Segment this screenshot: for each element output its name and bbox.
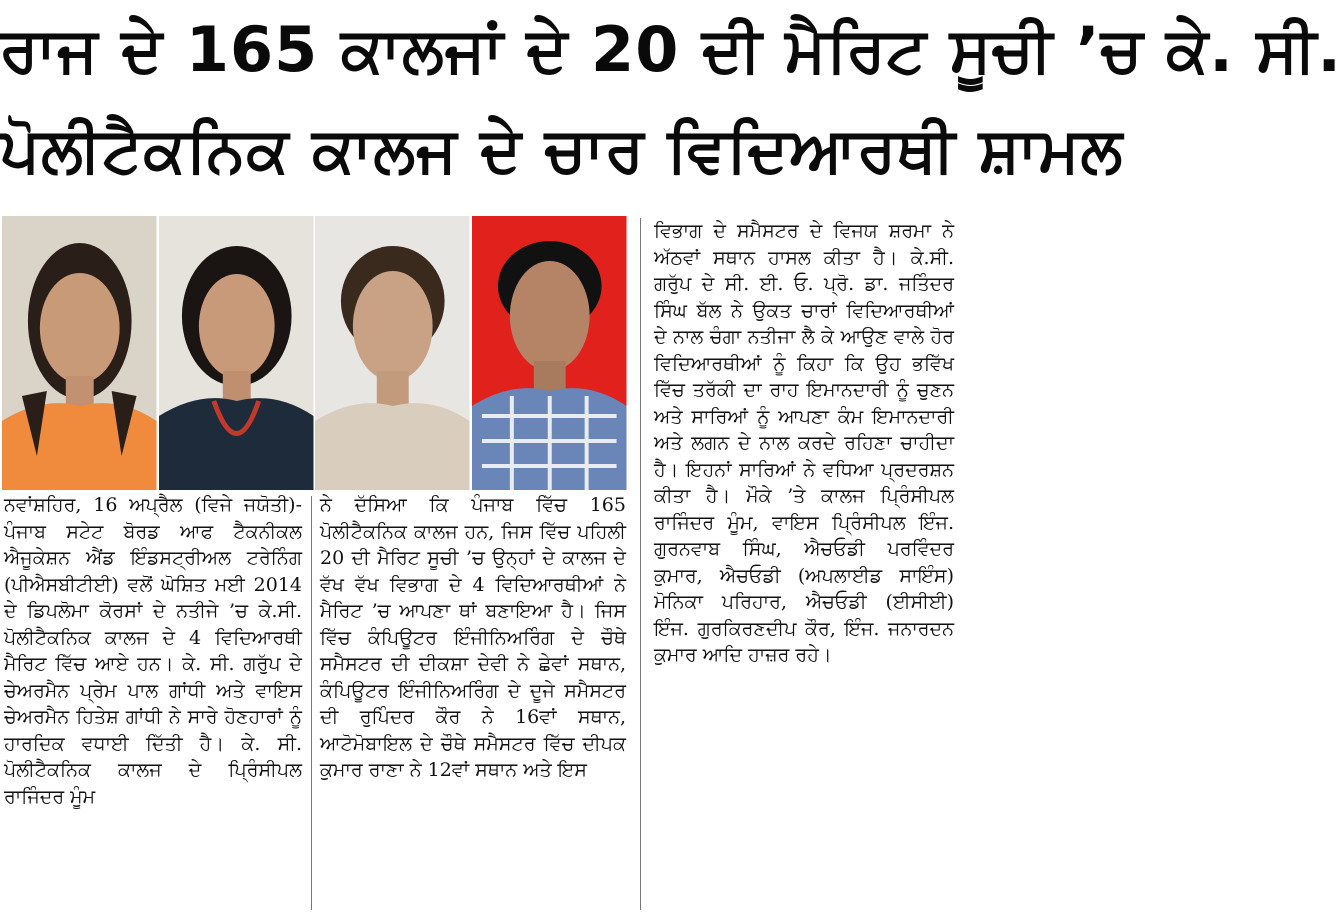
article-column-1 bbox=[4, 492, 302, 810]
article-text-column-2: ਨੇ ਦੱਸਿਆ ਕਿ ਪੰਜਾਬ ਵਿੱਚ 165 ਪੋਲੀਟੈਕਨਿਕ ਕਾਲਜ ਹਨ, ਜਿਸ ਵਿੱਚ ਪਹਿਲੀ 20 ਦੀ ਮੈਰਿਟ ਸੂਚੀ ’ਚ ਉਨ੍ਹਾਂ ਦੇ ਕਾਲਜ ਦੇ ਵੱਖ ਵੱਖ ਵਿਭਾਗ ਦੇ 4 ਵਿਦਿਆਰਥੀਆਂ ਨੇ ਮੈਰਿਟ ’ਚ ਆਪਣਾ ਥਾਂ ਬਣਾਇਆ ਹੈ। ਜਿਸ ਵਿੱਚ ਕੰਪਿਊਟਰ ਇੰਜੀਨਿਅਰਿੰਗ ਦੇ ਚੌਥੇ ਸਮੈਸਟਰ ਦੀ ਦੀਕਸ਼ਾ ਦੇਵੀ ਨੇ ਛੇਵਾਂ ਸਥਾਨ, ਕੰਪਿਊਟਰ ਇੰਜੀਨਿਅਰਿੰਗ ਦੇ ਦੂਜੇ ਸਮੈਸਟਰ ਦੀ ਰੁਪਿੰਦਰ ਕੌਰ ਨੇ 16ਵਾਂ ਸਥਾਨ, ਆਟੋਮੋਬਾਇਲ ਦੇ ਚੌਥੇ ਸਮੈਸਟਰ ਵਿੱਚ ਦੀਪਕ ਕੁਮਾਰ ਰਾਣਾ ਨੇ 12ਵਾਂ ਸਥਾਨ ਅਤੇ ਇਸ bbox=[320, 494, 626, 781]
student-photo-2-image bbox=[159, 216, 314, 490]
student-photo-4 bbox=[472, 216, 627, 490]
column-divider-2 bbox=[640, 218, 641, 910]
article-text-column-1: ਨਵਾਂਸ਼ਹਿਰ, 16 ਅਪ੍ਰੈਲ (ਵਿਜੇ ਜਯੋਤੀ)-ਪੰਜਾਬ ਸਟੇਟ ਬੋਰਡ ਆਫ ਟੈਕਨੀਕਲ ਐਜੂਕੇਸ਼ਨ ਐਂਡ ਇੰਡਸਟ੍ਰੀਅਲ ਟਰੇਨਿੰਗ (ਪੀਐਸਬੀਟੀਈ) ਵਲੋਂ ਘੋਸ਼ਿਤ ਮਈ 2014 ਦੇ ਡਿਪਲੋਮਾ ਕੋਰਸਾਂ ਦੇ ਨਤੀਜੇ ’ਚ ਕੇ.ਸੀ. ਪੋਲੀਟੈਕਨਿਕ ਕਾਲਜ ਦੇ 4 ਵਿਦਿਆਰਥੀ ਮੈਰਿਟ ਵਿੱਚ ਆਏ ਹਨ। ਕੇ. ਸੀ. ਗਰੁੱਪ ਦੇ ਚੇਅਰਮੈਨ ਪ੍ਰੇਮ ਪਾਲ ਗਾਂਧੀ ਅਤੇ ਵਾਇਸ ਚੇਅਰਮੈਨ ਹਿਤੇਸ਼ ਗਾਂਧੀ ਨੇ ਸਾਰੇ ਹੋਣਹਾਰਾਂ ਨੂੰ ਹਾਰਦਿਕ ਵਧਾਈ ਦਿੱਤੀ ਹੈ। ਕੇ. ਸੀ. ਪੋਲੀਟੈਕਨਿਕ ਕਾਲਜ ਦੇ ਪ੍ਰਿੰਸੀਪਲ ਰਾਜਿੰਦਰ ਮੂੰਮ bbox=[4, 494, 302, 808]
article-column-2 bbox=[320, 492, 626, 784]
student-photo-3 bbox=[315, 216, 470, 490]
student-photo-1-image bbox=[2, 216, 157, 490]
headline bbox=[0, 0, 1342, 210]
headline-line-2: ਪੋਲੀਟੈਕਨਿਕ ਕਾਲਜ ਦੇ ਚਾਰ ਵਿਦਿਆਰਥੀ ਸ਼ਾਮਲ bbox=[0, 113, 1124, 186]
article-text-column-3: ਵਿਭਾਗ ਦੇ ਸਮੈਸਟਰ ਦੇ ਵਿਜਯ ਸ਼ਰਮਾ ਨੇ ਅੱਠਵਾਂ ਸਥਾਨ ਹਾਸਲ ਕੀਤਾ ਹੈ। ਕੇ.ਸੀ. ਗਰੁੱਪ ਦੇ ਸੀ. ਈ. ਓ. ਪ੍ਰੋ. ਡਾ. ਜਤਿੰਦਰ ਸਿੰਘ ਬੱਲ ਨੇ ਉਕਤ ਚਾਰਾਂ ਵਿਦਿਆਰਥੀਆਂ ਦੇ ਨਾਲ ਚੰਗਾ ਨਤੀਜਾ ਲੈ ਕੇ ਆਉਣ ਵਾਲੇ ਹੋਰ ਵਿਦਿਆਰਥੀਆਂ ਨੂੰ ਕਿਹਾ ਕਿ ਉਹ ਭਵਿੱਖ ਵਿੱਚ ਤਰੱਕੀ ਦਾ ਰਾਹ ਇਮਾਨਦਾਰੀ ਨੂੰ ਚੁਣਨ ਅਤੇ ਸਾਰਿਆਂ ਨੂੰ ਆਪਣਾ ਕੰਮ ਇਮਾਨਦਾਰੀ ਅਤੇ ਲਗਨ ਦੇ ਨਾਲ ਕਰਦੇ ਰਹਿਣਾ ਚਾਹੀਦਾ ਹੈ। ਇਹਨਾਂ ਸਾਰਿਆਂ ਨੇ ਵਧਿਆ ਪ੍ਰਦਰਸ਼ਨ ਕੀਤਾ ਹੈ। ਮੌਕੇ ’ਤੇ ਕਾਲਜ ਪ੍ਰਿੰਸੀਪਲ ਰਾਜਿੰਦਰ ਮੂੰਮ, ਵਾਇਸ ਪ੍ਰਿੰਸੀਪਲ ਇੰਜ. ਗੁਰਨਵਾਬ ਸਿੰਘ, ਐਚਓਡੀ ਪਰਵਿੰਦਰ ਕੁਮਾਰ, ਐਚਓਡੀ (ਅਪਲਾਈਡ ਸਾਇੰਸ) ਮੋਨਿਕਾ ਪਰਿਹਾਰ, ਐਚਓਡੀ (ਈਸੀਈ) ਇੰਜ. ਗੁਰਕਿਰਣਦੀਪ ਕੌਰ, ਇੰਜ. ਜਨਾਰਦਨ ਕੁਮਾਰ ਆਦਿ ਹਾਜ਼ਰ ਰਹੇ। bbox=[654, 220, 954, 666]
student-photos bbox=[2, 216, 626, 490]
headline-line-1: ਰਾਜ ਦੇ 165 ਕਾਲਜਾਂ ਦੇ 20 ਦੀ ਮੈਰਿਟ ਸੂਚੀ ’ਚ ਕੇ. ਸੀ. bbox=[0, 13, 1342, 86]
student-photo-1 bbox=[2, 216, 157, 490]
column-divider-1 bbox=[311, 496, 312, 910]
student-photo-4-image bbox=[472, 216, 627, 490]
student-photo-2 bbox=[159, 216, 314, 490]
article-column-3 bbox=[654, 218, 954, 669]
student-photo-3-image bbox=[315, 216, 470, 490]
